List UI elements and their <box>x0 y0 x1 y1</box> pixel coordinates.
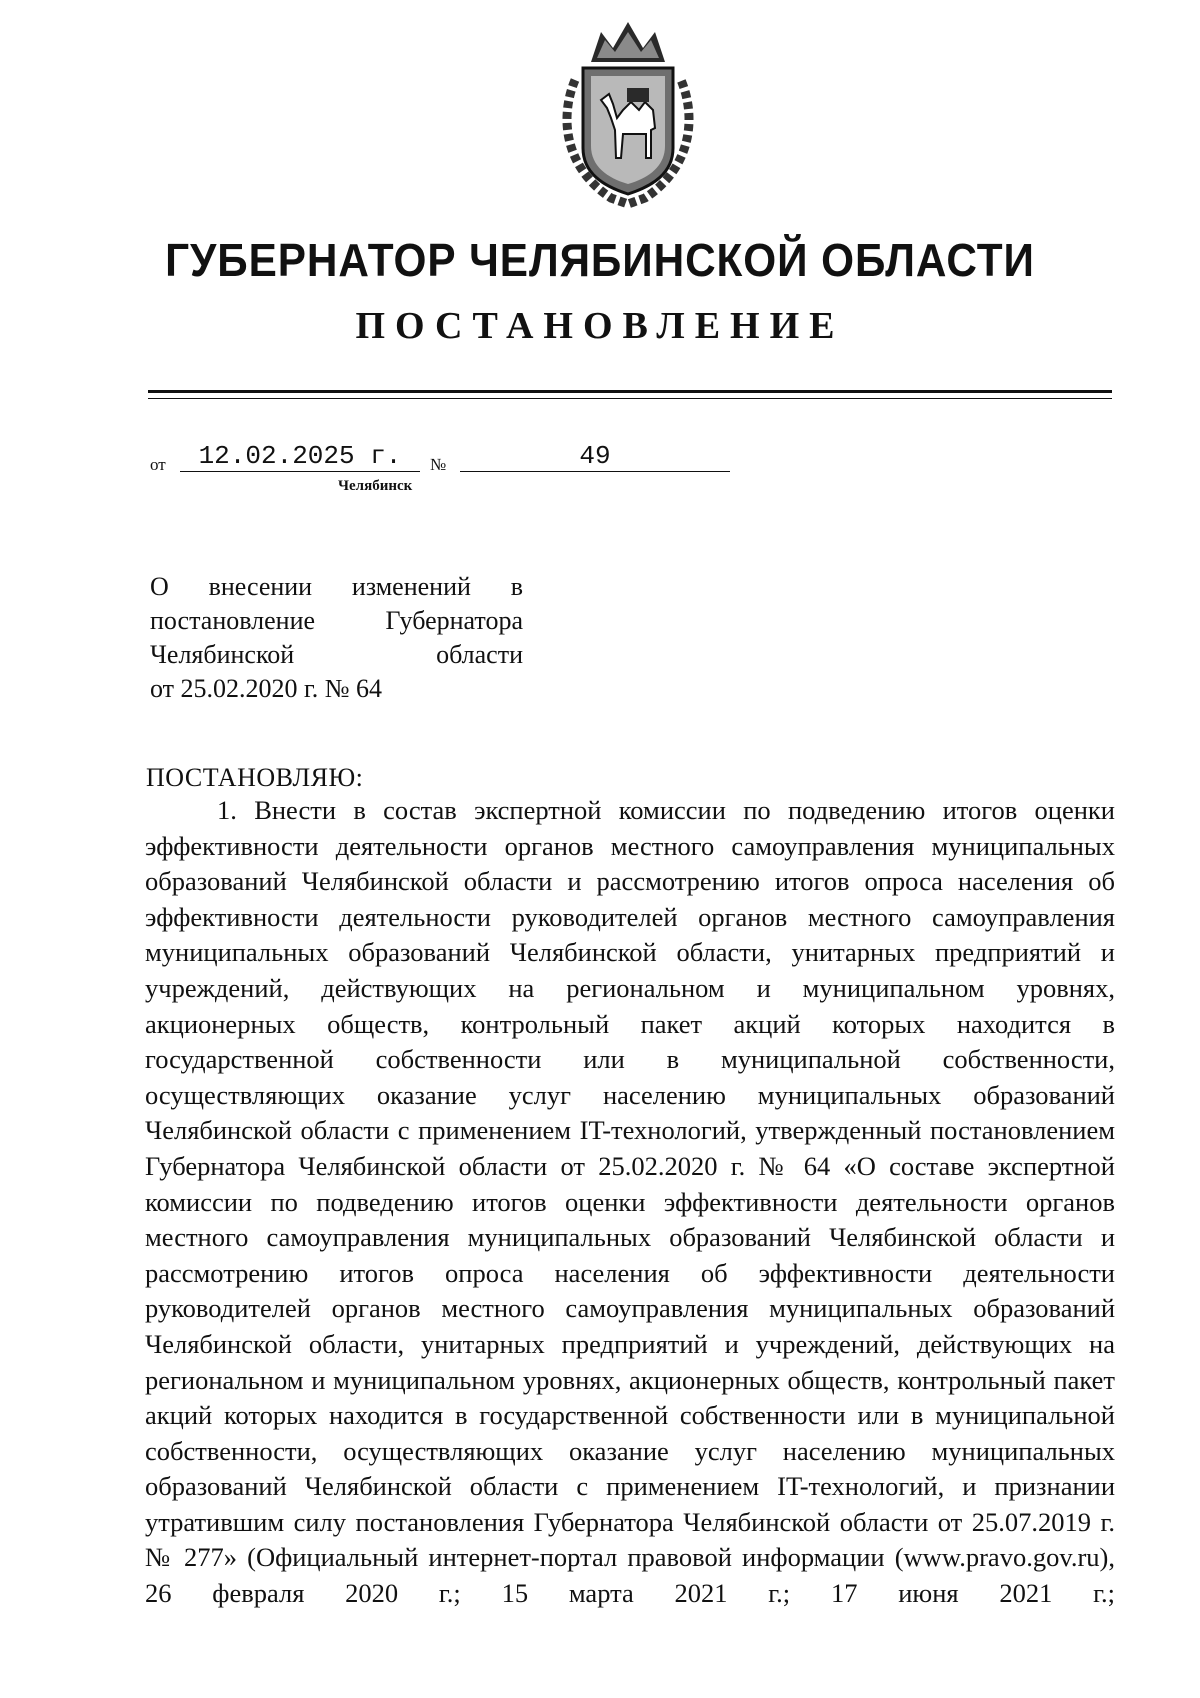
subject-line: от 25.02.2020 г. № 64 <box>150 674 383 703</box>
subject-line: Челябинской области <box>150 640 523 669</box>
decree-body <box>145 793 1115 1612</box>
document-date: 12.02.2025 г. <box>180 441 420 472</box>
header-divider-thick <box>148 390 1112 393</box>
authority-title: ГУБЕРНАТОР ЧЕЛЯБИНСКОЙ ОБЛАСТИ <box>165 234 1035 286</box>
document-subject <box>150 570 523 706</box>
coat-of-arms-icon <box>553 18 703 208</box>
number-label: № <box>430 455 447 474</box>
subject-line: постановление Губернатора <box>150 606 523 635</box>
city-label: Челябинск <box>338 478 413 494</box>
subject-line: О внесении изменений в <box>150 572 523 601</box>
document-kind-title: ПОСТАНОВЛЕНИЕ <box>355 305 845 347</box>
paragraph-1: 1. Внести в состав экспертной комиссии по подведению итогов оценки эффективности деятельности органов местного самоуправления муниципальных образований Челябинской области и рассмотрению итогов опроса населения об эффективности деятельности руководителей органов местного самоуправления муниципальных образований Челябинской области, унитарных предприятий и учреждений, действующих на региональном и муниципальном уровнях, акционерных обществ, контрольный пакет акций которых находится в государственной собственности или в муниципальной собственности, осуществляющих оказание услуг населению муниципальных образований Челябинской области с применением IT-технологий, утвержденный постановлением Губернатора Челябинской области от 25.02.2020 г. № 64 «О составе экспертной комиссии по подведению итогов оценки эффективности деятельности органов местного самоуправления муниципальных образований Челябинской области и рассмотрению итогов опроса населения об эффективности деятельности руководителей органов местного самоуправления муниципальных образований Челябинской области, унитарных предприятий и учреждений, действующих на региональном и муниципальном уровнях, акционерных обществ, контрольный пакет акций которых находится в государственной собственности или в муниципальной собственности, осуществляющих оказание услуг населению муниципальных образований Челябинской области с применением IT-технологий, и признании утратившим силу постановления Губернатора Челябинской области от 25.07.2019 г. № 277» (Официальный интернет-портал правовой информации (www.pravo.gov.ru), 26 февраля 2020 г.; 15 марта 2021 г.; 17 июня 2021 г.; <box>145 795 1115 1609</box>
decree-word: ПОСТАНОВЛЯЮ: <box>146 763 364 792</box>
header-divider-thin <box>148 398 1112 399</box>
from-label: от <box>150 455 166 474</box>
document-number: 49 <box>460 441 730 472</box>
